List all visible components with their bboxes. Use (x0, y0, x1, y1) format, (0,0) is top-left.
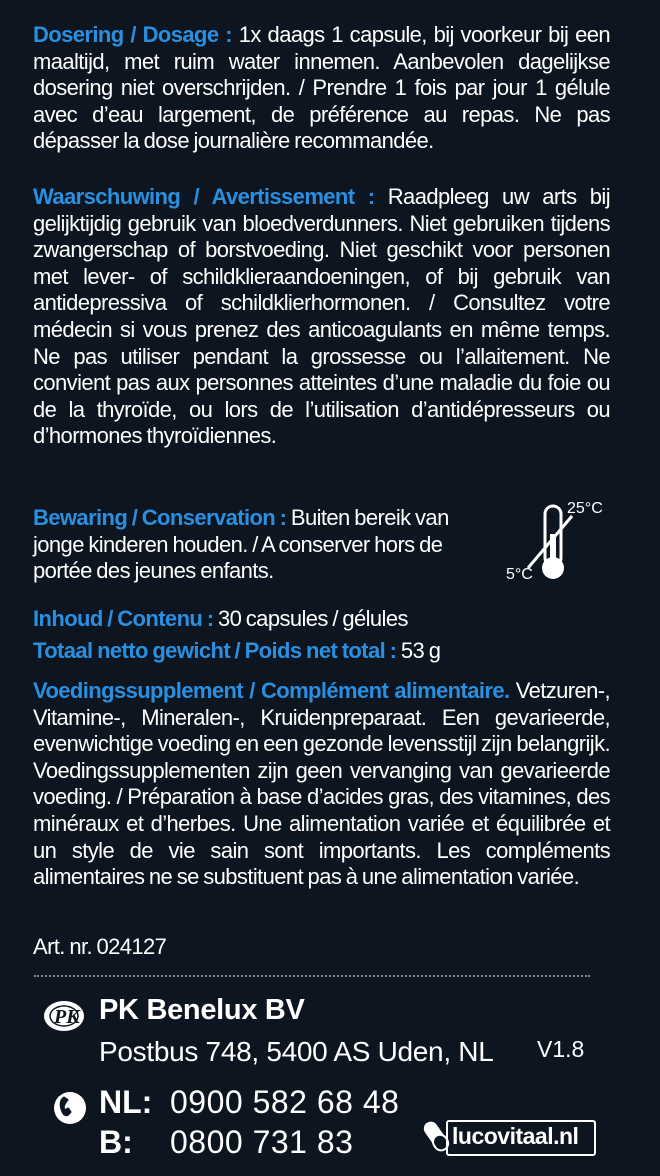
thermometer-icon (500, 498, 612, 588)
storage-text: Buiten bereik van jonge kinderen houden. / A conserver hors de portée des jeunes enfants. (33, 505, 449, 584)
supplement-heading: Voedingssupplement / Complément alimentaire. (33, 678, 510, 703)
phone-number-nl[interactable]: 0900 582 68 48 (170, 1084, 400, 1120)
company-address: Postbus 748, 5400 AS Uden, NL (99, 1036, 494, 1067)
dosage-text: 1x daags 1 capsule, bij voorkeur bij een maaltijd, met ruim water innemen. Aanbevolen dagelijkse dosering niet overschrijden. / Prendre 1 fois par jour 1 gélule avec d’eau largement, de préférence au repas. Ne pas dépasser la dose journalière recommandée. (33, 22, 611, 154)
website-url[interactable]: lucovitaal.nl (452, 1123, 579, 1149)
phone-label-b: B: (99, 1124, 133, 1160)
warning-section (33, 184, 610, 450)
company-name: PK Benelux BV (99, 994, 305, 1026)
storage-heading: Bewaring / Conservation : (33, 505, 287, 530)
phone-number-b[interactable]: 0800 731 83 (170, 1124, 354, 1160)
phone-label-nl: NL: (99, 1084, 153, 1120)
phone-graphic (50, 1088, 90, 1128)
temperature-min: 5°C (506, 566, 533, 583)
temperature-max: 25°C (567, 500, 603, 517)
pk-logo-icon (40, 996, 90, 1036)
dosage-heading: Dosering / Dosage : (33, 22, 232, 47)
weight-heading: Totaal netto gewicht / Poids net total : (33, 638, 397, 663)
version-label: V1.8 (537, 1036, 585, 1062)
supplement-section (33, 678, 610, 891)
warning-heading: Waarschuwing / Avertissement : (33, 184, 375, 209)
content-line (33, 606, 610, 633)
supplement-text: Vetzuren-, Vitamine-, Mineralen-, Kruidenpreparaat. Een gevarieerde, evenwichtige voeding en een gezonde levensstijl zijn belangrijk. Voedingssupplementen zijn geen vervanging van gevarieerde voeding. / Préparation à base d’acides gras, des vitamines, des minéraux et d’herbes. Une alimentation variée et équilibrée et un style de vie sain sont importants. Les compléments alimentaires ne se substituent pas à une alimentation variée. (33, 678, 610, 890)
content-heading: Inhoud / Contenu : (33, 606, 214, 631)
content-value: 30 capsules / gélules (218, 606, 408, 631)
dotted-divider (34, 975, 590, 977)
website-logo[interactable] (422, 1116, 594, 1156)
weight-value: 53 g (400, 638, 441, 663)
svg-text:PK: PK (54, 1006, 80, 1028)
phone-icon (50, 1088, 90, 1128)
dosage-section (33, 22, 610, 155)
weight-line (33, 638, 610, 665)
pk-logo-graphic (40, 996, 90, 1036)
storage-section (33, 505, 495, 585)
warning-text: Raadpleeg uw arts bij gelijktijdig gebruik van bloedverdunners. Niet gebruiken tijdens zwangerschap of borstvoeding. Niet geschikt voor personen met lever- of schildklieraandoeningen, of bij gebruik van antidepressiva of schildklierhormonen. / Consultez votre médecin si vous prenez des anticoagulants en même temps. Ne pas utiliser pendant la grossesse ou l’allaitement. Ne convient pas aux personnes atteintes d’une maladie du foie ou de la thyroïde, ou lors de l’utilisation d’antidépresseurs ou d’hormones thyroïdiennes. (33, 184, 611, 449)
article-number: Art. nr. 024127 (33, 934, 167, 959)
